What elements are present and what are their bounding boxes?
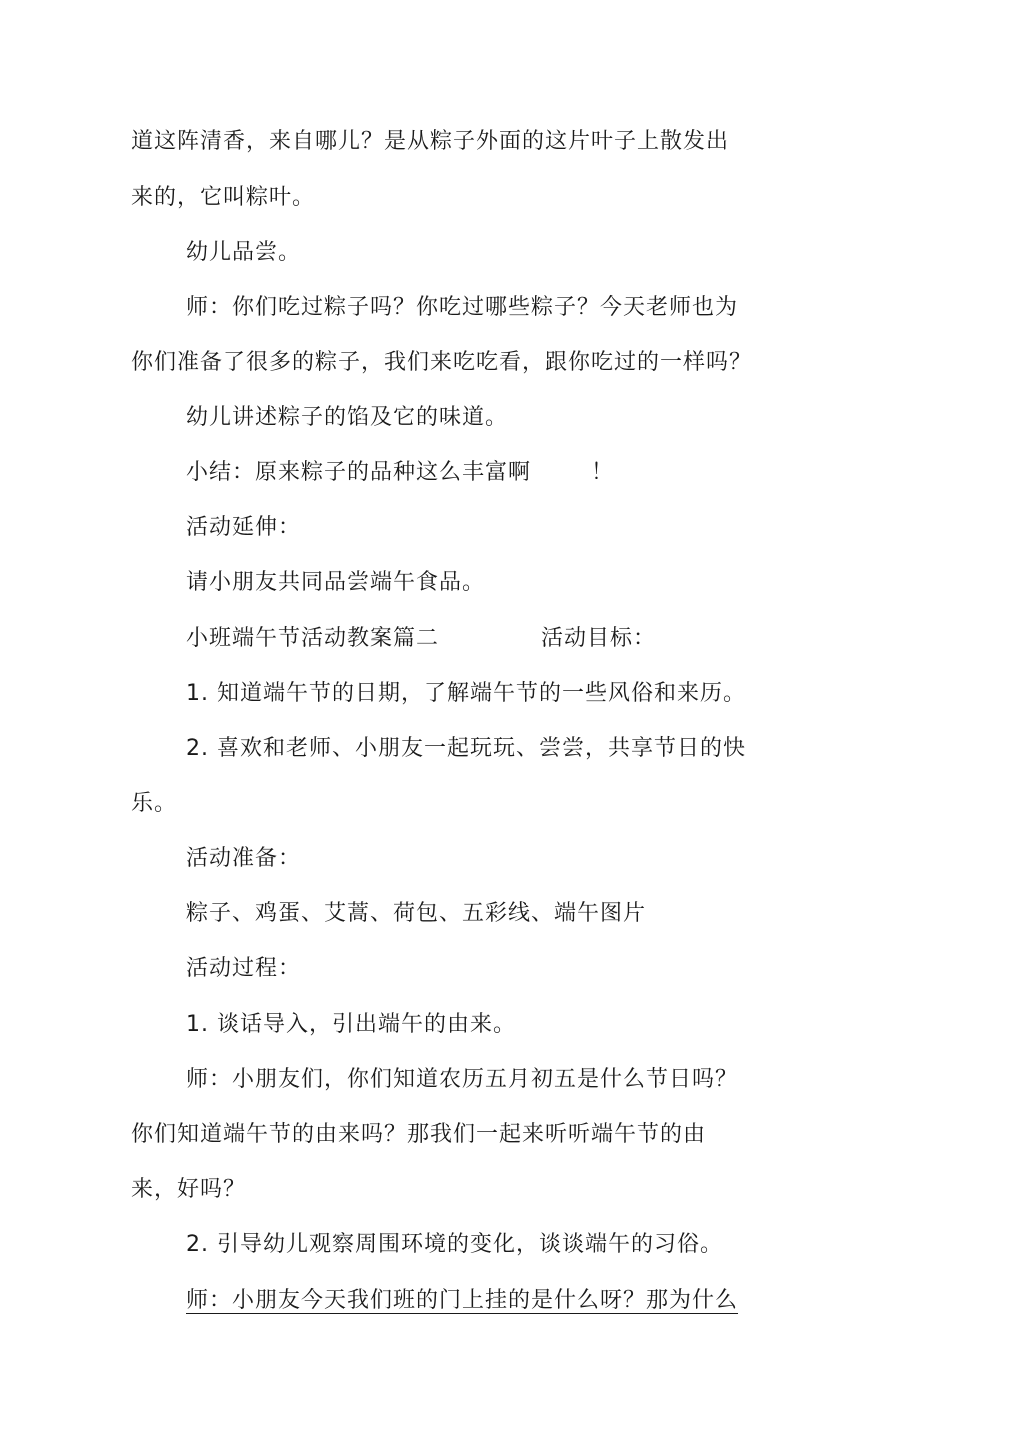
chapter-heading-line	[186, 624, 656, 654]
paragraph-line: 请小朋友共同品尝端午食品。	[186, 570, 486, 595]
paragraph-line: 来，好吗？	[131, 1177, 247, 1202]
list-item: 2. 喜欢和老师、小朋友一起玩玩、尝尝，共享节日的快	[186, 736, 746, 761]
paragraph-line: 师：你们吃过粽子吗？你吃过哪些粽子？今天老师也为	[186, 295, 739, 320]
section-heading: 活动过程：	[186, 956, 302, 981]
section-heading: 活动延伸：	[186, 515, 302, 540]
list-item: 1. 知道端午节的日期，了解端午节的一些风俗和来历。	[186, 681, 746, 706]
paragraph-line: 幼儿品尝。	[186, 240, 302, 265]
list-item: 1. 谈话导入，引出端午的由来。	[186, 1012, 516, 1037]
underlined-paragraph-line: 师：小朋友今天我们班的门上挂的是什么呀？那为什么	[186, 1288, 739, 1313]
summary-line	[186, 458, 614, 488]
paragraph-line: 你们准备了很多的粽子，我们来吃吃看，跟你吃过的一样吗？	[131, 350, 753, 375]
paragraph-line: 师：小朋友们，你们知道农历五月初五是什么节日吗？	[186, 1067, 739, 1092]
summary-text: 小结：原来粽子的品种这么丰富啊	[186, 460, 532, 485]
paragraph-line: 粽子、鸡蛋、艾蒿、荷包、五彩线、端午图片	[186, 901, 647, 926]
paragraph-line: 乐。	[131, 791, 178, 816]
section-heading: 活动目标：	[541, 626, 657, 651]
paragraph-line: 道这阵清香，来自哪儿？是从粽子外面的这片叶子上散发出	[131, 129, 730, 154]
chapter-title: 小班端午节活动教案篇二	[186, 626, 440, 651]
paragraph-line: 你们知道端午节的由来吗？那我们一起来听听端午节的由	[131, 1122, 707, 1147]
paragraph-line: 来的，它叫粽叶。	[131, 185, 316, 210]
paragraph-line: 幼儿讲述粽子的馅及它的味道。	[186, 405, 509, 430]
section-heading: 活动准备：	[186, 846, 302, 871]
summary-exclamation: ！	[591, 460, 615, 485]
list-item: 2. 引导幼儿观察周围环境的变化，谈谈端午的习俗。	[186, 1232, 723, 1257]
